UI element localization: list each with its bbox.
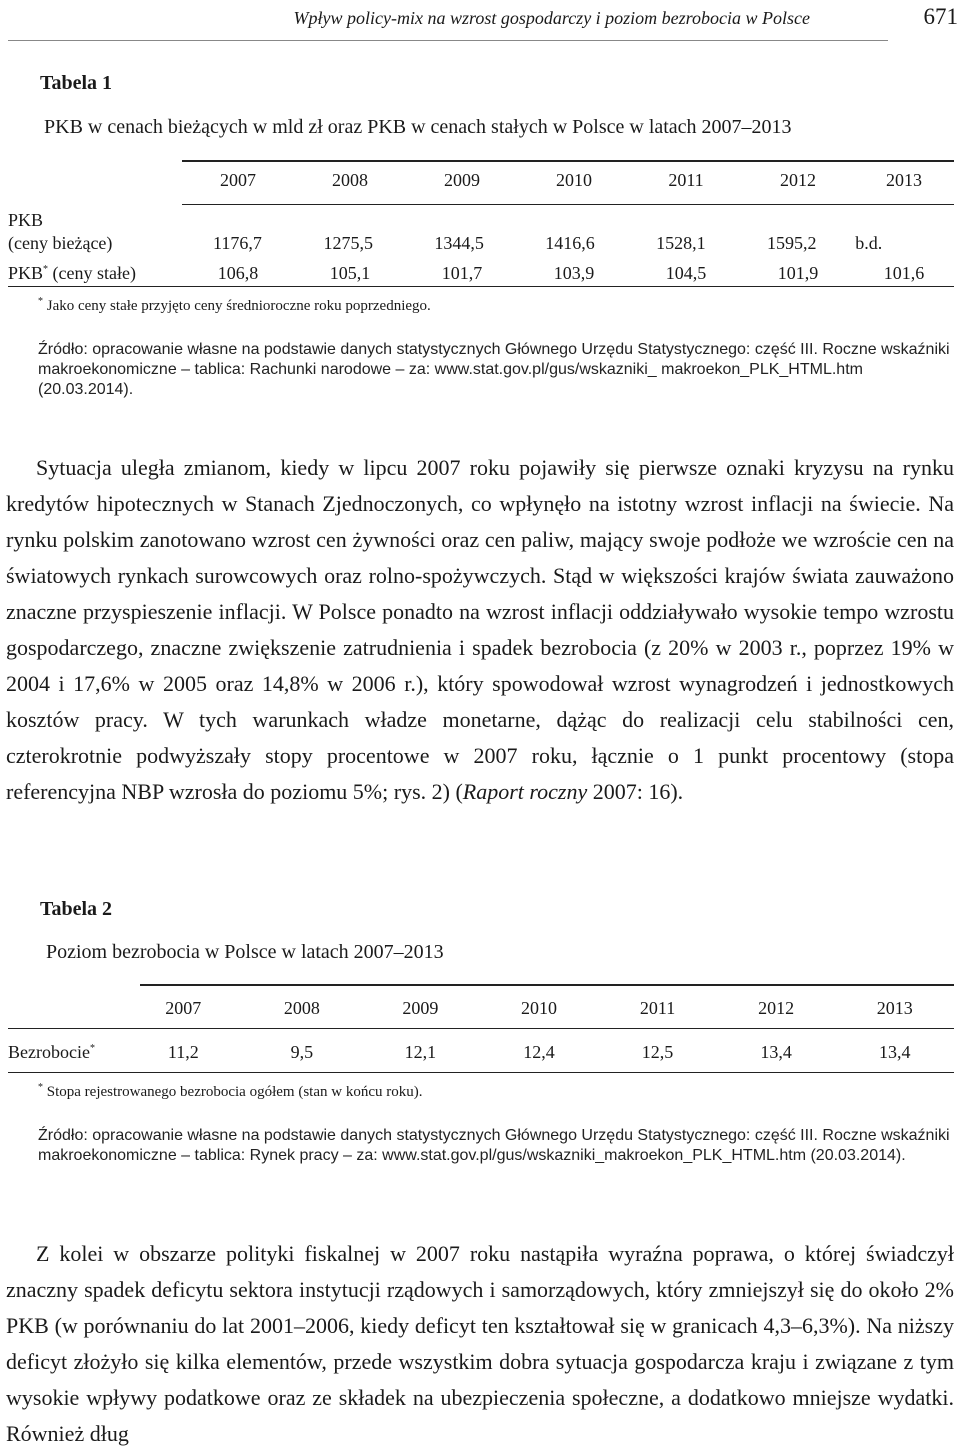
page-header <box>8 2 958 41</box>
running-title: Wpływ policy-mix na wzrost gospodarczy i poziom bezrobocia w Polsce <box>293 8 810 28</box>
footnote-marker: * <box>89 1043 95 1054</box>
table2-cell: 12,1 <box>404 1042 437 1062</box>
table1-caption: PKB w cenach bieżących w mld zł oraz PKB w cenach stałych w Polsce w latach 2007–2013 <box>44 116 792 138</box>
table1-year: 2012 <box>780 170 816 190</box>
table1-row1-label-b: (ceny bieżące) <box>8 233 113 253</box>
table1-footnote <box>38 296 431 315</box>
table1-year: 2008 <box>332 170 368 190</box>
table1-cell: 1275,5 <box>323 233 374 253</box>
table2-year: 2010 <box>520 998 557 1018</box>
table1-header <box>182 170 954 191</box>
table1-cell: 106,8 <box>217 263 259 283</box>
table1-row2-label <box>8 263 136 284</box>
table2-row-label <box>8 1042 95 1063</box>
table2-year: 2012 <box>758 998 795 1018</box>
table1-row1 <box>182 233 954 254</box>
table2-year: 2013 <box>876 998 913 1018</box>
table2-bottom-rule <box>8 1072 954 1073</box>
table1-cell: 1416,6 <box>545 233 595 253</box>
table1-cell: 1344,5 <box>434 233 484 253</box>
table1-cell: 105,1 <box>329 263 371 283</box>
table2-row <box>124 1042 954 1063</box>
table2-row-label-text: Bezrobocie <box>8 1042 90 1062</box>
body-paragraph-2 <box>6 1236 954 1452</box>
table1-row2 <box>182 263 954 284</box>
footnote-marker: * <box>38 1082 43 1093</box>
table2-year: 2008 <box>283 998 320 1018</box>
table1-bottom-rule <box>8 286 954 287</box>
table1-cell: b.d. <box>855 233 883 253</box>
table2-top-rule <box>140 984 954 986</box>
table1-cell: 101,9 <box>777 263 819 283</box>
table1-top-rule <box>182 160 954 162</box>
table2-cell: 13,4 <box>878 1042 911 1062</box>
table1-cell: 103,9 <box>553 263 595 283</box>
page-number: 671 <box>923 4 958 29</box>
paragraph-text: 2007: 16). <box>587 779 684 804</box>
table1-cell: 1528,1 <box>656 233 706 253</box>
table2-year: 2007 <box>165 998 202 1018</box>
paragraph-citation: Raport roczny <box>462 779 588 804</box>
table2-header-rule <box>8 1028 954 1029</box>
table2-cell: 13,4 <box>760 1042 792 1062</box>
table1-footnote-text: Jako ceny stałe przyjęto ceny średnioroczne roku poprzedniego. <box>43 298 431 314</box>
table1-year: 2009 <box>444 170 480 190</box>
body-paragraph-1 <box>6 450 954 810</box>
table1-label: Tabela 1 <box>40 72 113 94</box>
table1-row1-label-a: PKB <box>8 210 44 230</box>
table2-caption: Poziom bezrobocia w Polsce w latach 2007–2013 <box>46 941 444 963</box>
table1-year: 2011 <box>668 170 704 190</box>
table1-row2-label-text: PKB <box>8 263 44 283</box>
table1-source: Źródło: opracowanie własne na podstawie danych statystycznych Głównego Urzędu Statystycznego: część III. Roczne wskaźniki makroekonomiczne – tablica: Rachunki narodowe – za: www.stat.gov.pl/gus/wskazniki_ makroekon_PLK_HTML.htm (20.03.2014). <box>38 341 950 398</box>
table2-source: Źródło: opracowanie własne na podstawie danych statystycznych Głównego Urzędu Statystycznego: część III. Roczne wskaźniki makroekonomiczne – tablica: Rynek pracy – za: www.stat.gov.pl/gus/wskazniki_makroekon_PLK_HTML.htm (20.03.2014). <box>38 1127 950 1164</box>
table2-label: Tabela 2 <box>40 898 113 920</box>
table2-cell: 12,5 <box>641 1042 674 1062</box>
footnote-marker: * <box>38 296 43 307</box>
footnote-marker: * <box>43 264 49 275</box>
table2-footnote-text: Stopa rejestrowanego bezrobocia ogółem (stan w końcu roku). <box>43 1084 423 1100</box>
table2-year: 2011 <box>639 998 676 1018</box>
table1-row2-label-text: (ceny stałe) <box>48 263 136 283</box>
table1-header-rule <box>182 204 954 205</box>
table2-year: 2009 <box>402 998 439 1018</box>
table1-year: 2010 <box>556 170 592 190</box>
table1-year: 2007 <box>220 170 256 190</box>
table2-cell: 12,4 <box>523 1042 555 1062</box>
table1-cell: 104,5 <box>665 263 707 283</box>
paragraph-text: Z kolei w obszarze polityki fiskalnej w 2007 roku nastąpiła wyraźna poprawa, o której świadczył znaczny spadek deficytu sektora instytucji rządowych i samorządowych, który zmniejszył się do około 2% PKB (w porównaniu do lat 2001–2006, kiedy deficyt ten kształtował się w granicach 4,3–6,3%). Na niższy deficyt złożyło się kilka elementów, przede wszystkim dobra sytuacja gospodarcza kraju i związane z tym wysokie wpływy podatkowe oraz ze składek na ubezpieczenia społeczne, a dodatkowo mniejsze wydatki. Również dług <box>6 1241 954 1446</box>
table2-cell: 11,2 <box>167 1042 199 1062</box>
table1-year: 2013 <box>886 170 922 190</box>
table1-cell: 101,6 <box>883 263 925 283</box>
table2-header <box>124 998 954 1019</box>
table1-cell: 1176,7 <box>213 233 262 253</box>
table1-cell: 1595,2 <box>767 233 817 253</box>
table2-footnote <box>38 1082 422 1101</box>
table1-cell: 101,7 <box>441 263 483 283</box>
paragraph-text: Sytuacja uległa zmianom, kiedy w lipcu 2007 roku pojawiły się pierwsze oznaki kryzysu na rynku kredytów hipotecznych w Stanach Zjednoczonych, co wpłynęło na istotny wzrost inflacji na świecie. Na rynku polskim zanotowano wzrost cen żywności oraz cen paliw, mający swoje podłoże we wzroście cen na światowych rynkach surowcowych oraz rolno-spożywczych. Stąd w większości krajów świata zauważono znaczne przyspieszenie inflacji. W Polsce ponadto na wzrost inflacji oddziaływało wysokie tempo wzrostu gospodarczego, znaczne zwiększenie zatrudnienia i spadek bezrobocia (z 20% w 2003 r., poprzez 19% w 2004 i 17,6% w 2005 oraz 14,8% w 2006 r.), który spowodował wzrost wynagrodzeń i jednostkowych kosztów pracy. W tych warunkach władze monetarne, dążąc do realizacji celu stabilności cen, czterokrotnie podwyższały stopy procentowe w 2007 roku, łącznie o 1 punkt procentowy (stopa referencyjna NBP wzrosła do poziomu 5%; rys. 2) ( <box>6 455 954 804</box>
table2-cell: 9,5 <box>290 1042 314 1062</box>
